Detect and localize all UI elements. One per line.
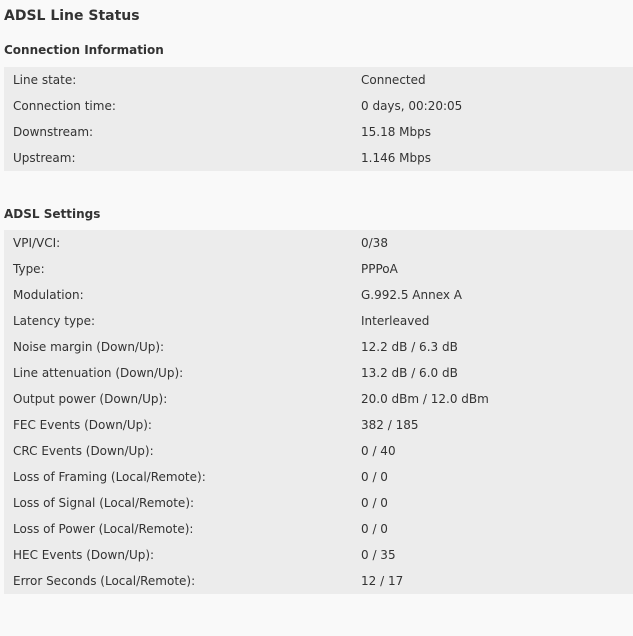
row-label-noise-margin: Noise margin (Down/Up):: [4, 334, 361, 360]
row-value-loss-of-signal: 0 / 0: [361, 490, 633, 516]
row-value-type: PPPoA: [361, 256, 633, 282]
table-row: [4, 464, 633, 487]
page-title: ADSL Line Status: [4, 8, 140, 24]
table-row: [4, 334, 633, 357]
row-value-latency-type: Interleaved: [361, 308, 633, 334]
row-label-output-power: Output power (Down/Up):: [4, 386, 361, 412]
connection-info-heading: Connection Information: [4, 43, 164, 57]
table-row: [4, 438, 633, 461]
table-row: [4, 230, 633, 253]
table-row: [4, 282, 633, 305]
row-label-hec-events: HEC Events (Down/Up):: [4, 542, 361, 568]
row-label-line-state: Line state:: [4, 67, 361, 93]
row-label-vpi-vci: VPI/VCI:: [4, 230, 361, 256]
row-value-line-attenuation: 13.2 dB / 6.0 dB: [361, 360, 633, 386]
row-label-connection-time: Connection time:: [4, 93, 361, 119]
table-row: [4, 145, 633, 168]
table-row: [4, 490, 633, 513]
row-label-type: Type:: [4, 256, 361, 282]
table-row: [4, 386, 633, 409]
adsl-settings-table: [4, 230, 633, 594]
table-row: [4, 412, 633, 435]
row-value-line-state: Connected: [361, 67, 633, 93]
row-value-loss-of-framing: 0 / 0: [361, 464, 633, 490]
connection-info-table: [4, 67, 633, 171]
row-value-fec-events: 382 / 185: [361, 412, 633, 438]
row-value-vpi-vci: 0/38: [361, 230, 633, 256]
row-label-error-seconds: Error Seconds (Local/Remote):: [4, 568, 361, 594]
row-label-loss-of-framing: Loss of Framing (Local/Remote):: [4, 464, 361, 490]
table-row: [4, 360, 633, 383]
row-value-modulation: G.992.5 Annex A: [361, 282, 633, 308]
row-label-downstream: Downstream:: [4, 119, 361, 145]
table-row: [4, 67, 633, 90]
row-label-modulation: Modulation:: [4, 282, 361, 308]
row-label-loss-of-power: Loss of Power (Local/Remote):: [4, 516, 361, 542]
row-label-upstream: Upstream:: [4, 145, 361, 171]
row-label-line-attenuation: Line attenuation (Down/Up):: [4, 360, 361, 386]
table-row: [4, 93, 633, 116]
table-row: [4, 119, 633, 142]
row-label-latency-type: Latency type:: [4, 308, 361, 334]
table-row: [4, 516, 633, 539]
table-row: [4, 568, 633, 591]
row-value-output-power: 20.0 dBm / 12.0 dBm: [361, 386, 633, 412]
table-row: [4, 256, 633, 279]
row-value-hec-events: 0 / 35: [361, 542, 633, 568]
row-value-error-seconds: 12 / 17: [361, 568, 633, 594]
row-value-crc-events: 0 / 40: [361, 438, 633, 464]
row-value-upstream: 1.146 Mbps: [361, 145, 633, 171]
adsl-settings-heading: ADSL Settings: [4, 207, 101, 221]
row-value-connection-time: 0 days, 00:20:05: [361, 93, 633, 119]
table-row: [4, 542, 633, 565]
row-label-fec-events: FEC Events (Down/Up):: [4, 412, 361, 438]
row-value-downstream: 15.18 Mbps: [361, 119, 633, 145]
row-label-crc-events: CRC Events (Down/Up):: [4, 438, 361, 464]
table-row: [4, 308, 633, 331]
row-value-loss-of-power: 0 / 0: [361, 516, 633, 542]
row-label-loss-of-signal: Loss of Signal (Local/Remote):: [4, 490, 361, 516]
row-value-noise-margin: 12.2 dB / 6.3 dB: [361, 334, 633, 360]
